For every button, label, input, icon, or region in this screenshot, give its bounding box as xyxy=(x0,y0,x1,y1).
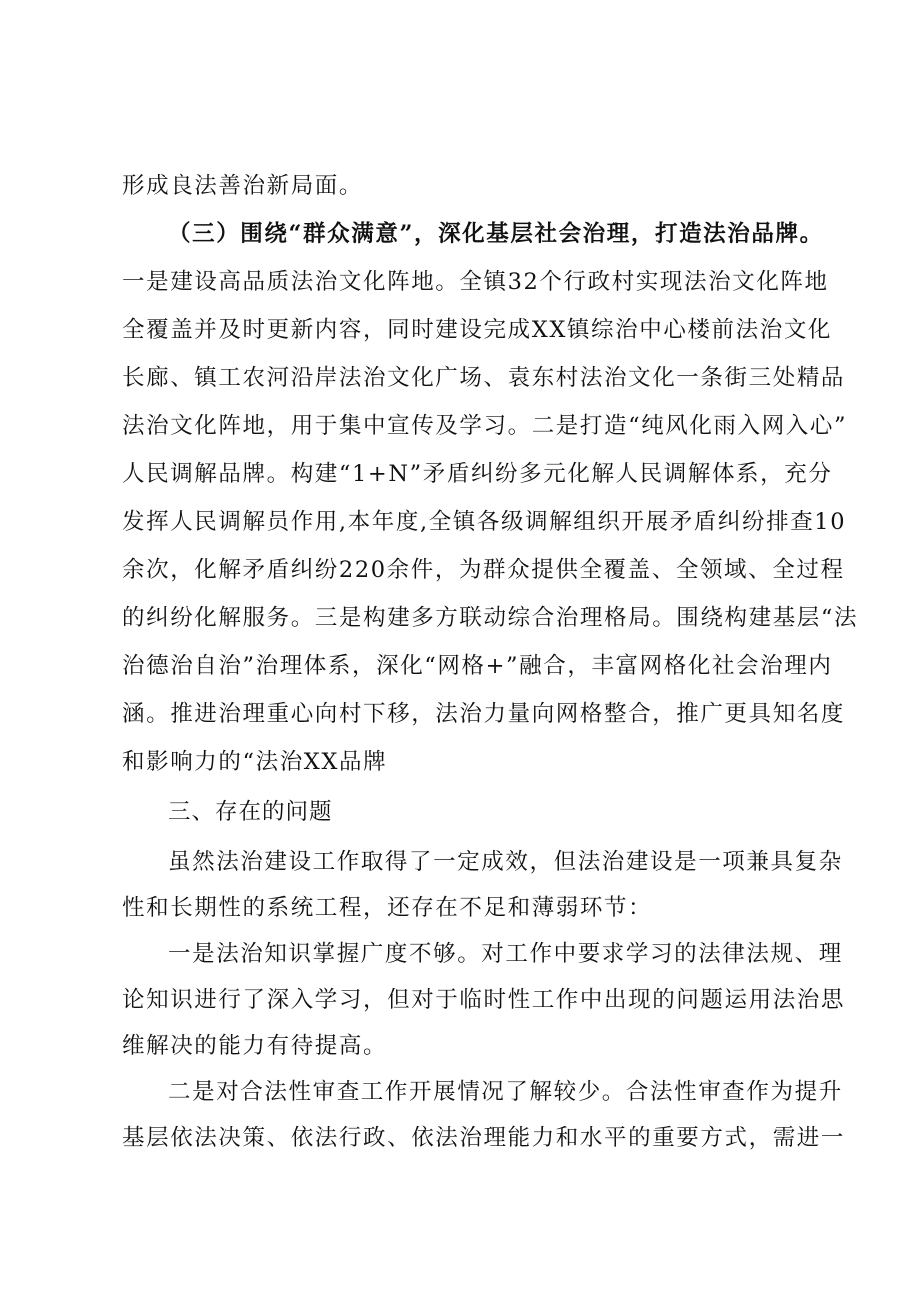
paragraph-line: 一是法治知识掌握广度不够。对工作中要求学习的法律法规、理 xyxy=(168,941,843,967)
paragraph-line: 论知识进行了深入学习，但对于临时性工作中出现的问题运用法治思 xyxy=(122,987,846,1013)
paragraph-line: 人民调解品牌。构建“1+N”矛盾纠纷多元化解人民调解体系，充分 xyxy=(122,461,833,487)
paragraph-line: 形成良法善治新局面。 xyxy=(122,173,364,199)
paragraph-line: 虽然法治建设工作取得了一定成效，但法治建设是一项兼具复杂 xyxy=(168,849,843,875)
paragraph-line: 余次，化解矛盾纠纷220余件，为群众提供全覆盖、全领域、全过程 xyxy=(122,557,845,583)
paragraph-line: 治德治自治”治理体系，深化“网格+”融合，丰富网格化社会治理内 xyxy=(122,653,833,679)
paragraph-line: 性和长期性的系统工程，还存在不足和薄弱环节： xyxy=(122,895,653,921)
paragraph-line: 法治文化阵地，用于集中宣传及学习。二是打造“纯风化雨入网入心” xyxy=(122,413,848,439)
paragraph-line: 全覆盖并及时更新内容，同时建设完成XX镇综治中心楼前法治文化 xyxy=(122,317,833,343)
paragraph-line: 发挥人民调解员作用,本年度,全镇各级调解组织开展矛盾纠纷排查10 xyxy=(122,509,847,535)
paragraph-line: 和影响力的“法治XX品牌 xyxy=(122,749,388,775)
paragraph-line: 的纠纷化解服务。三是构建多方联动综合治理格局。围绕构建基层“法 xyxy=(122,605,859,631)
paragraph-line: 基层依法决策、依法行政、依法治理能力和水平的重要方式，需进一 xyxy=(122,1125,846,1151)
section-heading: 三、存在的问题 xyxy=(168,799,333,825)
paragraph-line: 涵。推进治理重心向村下移，法治力量向网格整合，推广更具知名度 xyxy=(122,701,846,727)
paragraph-line: 长廊、镇工农河沿岸法治文化广场、袁东村法治文化一条街三处精品 xyxy=(122,365,846,391)
paragraph-line: 维解决的能力有待提高。 xyxy=(122,1033,388,1059)
subsection-heading: （三）围绕“群众满意”，深化基层社会治理，打造法治品牌。 xyxy=(168,221,824,247)
paragraph-line: 二是对合法性审查工作开展情况了解较少。合法性审查作为提升 xyxy=(168,1079,843,1105)
paragraph-line: 一是建设高品质法治文化阵地。全镇32个行政村实现法治文化阵地 xyxy=(122,269,829,295)
